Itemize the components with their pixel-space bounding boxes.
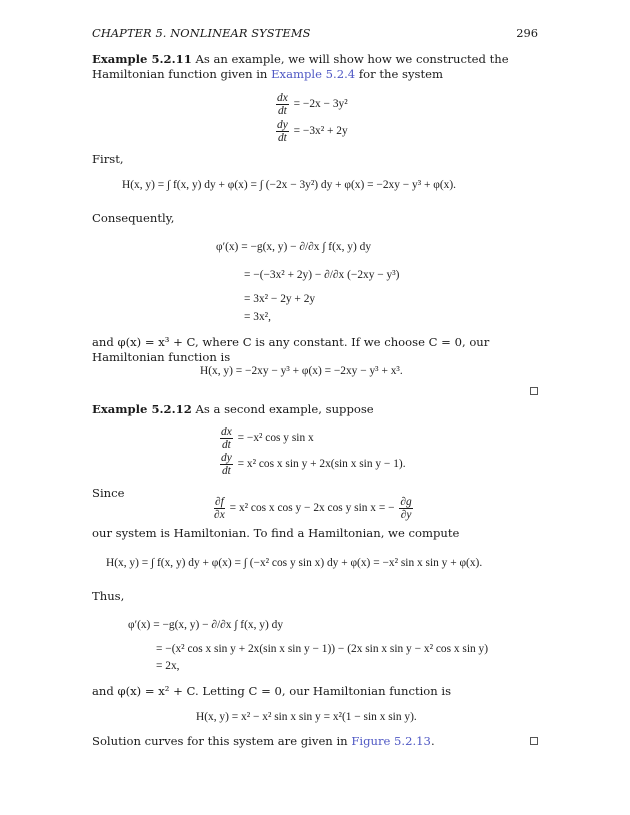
example-2-label: Example 5.2.12 (92, 402, 192, 416)
consequently-text: Consequently, (92, 211, 175, 225)
ex1-system-eq2: $\frac{dy}{dt}$ = −3x² + 2y (277, 119, 348, 144)
ex2-phi-line-3: = 2x, (156, 660, 180, 672)
ex2-final-hamiltonian: H(x, y) = x² − x² sin x sin y = x²(1 − sin x sin y). (196, 711, 417, 723)
qed-box-1 (530, 387, 538, 395)
figure-5-2-13-link[interactable]: Figure 5.2.13 (351, 734, 431, 748)
page-number: 296 (516, 26, 538, 40)
ex2-partial-equation: $\frac{\partial f}{\partial x}$ = x² cos x cos y − 2x cos y sin x = − $\frac{\partial g}{\partial y}$ (214, 496, 412, 521)
ex1-conclusion: and φ(x) = x³ + C, where C is any constant. If we choose C = 0, our Hamiltonian function is (92, 335, 490, 364)
running-head (92, 26, 538, 40)
thus-text: Thus, (92, 589, 125, 603)
ex2-phi-line-2: = −(x² cos x sin y + 2x(sin x sin y − 1)) − (2x sin x sin y − x² cos x sin y) (156, 643, 489, 655)
ex1-hamiltonian-integral: H(x, y) = ∫ f(x, y) dy + φ(x) = ∫ (−2x − 3y²) dy + φ(x) = −2xy − y³ + φ(x). (122, 179, 456, 191)
ex1-system-eq1: $\frac{dx}{dt}$ = −2x − 3y² (277, 92, 348, 117)
example-5-2-4-link[interactable]: Example 5.2.4 (271, 67, 356, 81)
example-2-intro-text: As a second example, suppose (195, 402, 374, 416)
solution-text-b: . (430, 734, 435, 748)
ex2-phi-line-1: φ′(x) = −g(x, y) − ∂/∂x ∫ f(x, y) dy (128, 619, 284, 631)
ex2-system-eq1: $\frac{dx}{dt}$ = −x² cos y sin x (221, 426, 314, 451)
ex2-hamiltonian-text: our system is Hamiltonian. To find a Hamiltonian, we compute (92, 526, 460, 540)
ex1-final-hamiltonian: H(x, y) = −2xy − y³ + φ(x) = −2xy − y³ + x³. (200, 365, 403, 377)
solution-curves-text (92, 734, 538, 749)
example-2-intro (92, 402, 538, 417)
solution-text-a: Solution curves for this system are given in (92, 734, 348, 748)
example-1-intro-b: for the system (358, 67, 444, 81)
first-text: First, (92, 152, 124, 166)
ex2-hamiltonian-integral: H(x, y) = ∫ f(x, y) dy + φ(x) = ∫ (−x² cos y sin x) dy + φ(x) = −x² sin x sin y + φ(x). (106, 557, 483, 569)
example-1-label: Example 5.2.11 (92, 52, 192, 66)
ex2-conclusion: and φ(x) = x² + C. Letting C = 0, our Hamiltonian function is (92, 684, 452, 698)
example-1-intro-a: As an example, we will show how we constructed the Hamiltonian function given in (92, 52, 509, 81)
chapter-title: CHAPTER 5. NONLINEAR SYSTEMS (92, 26, 311, 40)
qed-box-2 (530, 737, 538, 745)
ex2-system-eq2: $\frac{dy}{dt}$ = x² cos x sin y + 2x(sin x sin y − 1). (221, 452, 406, 477)
ex1-phi-line-2: = −(−3x² + 2y) − ∂/∂x (−2xy − y³) (244, 269, 400, 281)
since-text: Since (92, 486, 125, 500)
example-1-intro (92, 52, 538, 82)
ex1-phi-line-3: = 3x² − 2y + 2y (244, 293, 316, 305)
ex1-phi-line-1: φ′(x) = −g(x, y) − ∂/∂x ∫ f(x, y) dy (216, 241, 372, 253)
ex1-phi-line-4: = 3x², (244, 311, 271, 323)
